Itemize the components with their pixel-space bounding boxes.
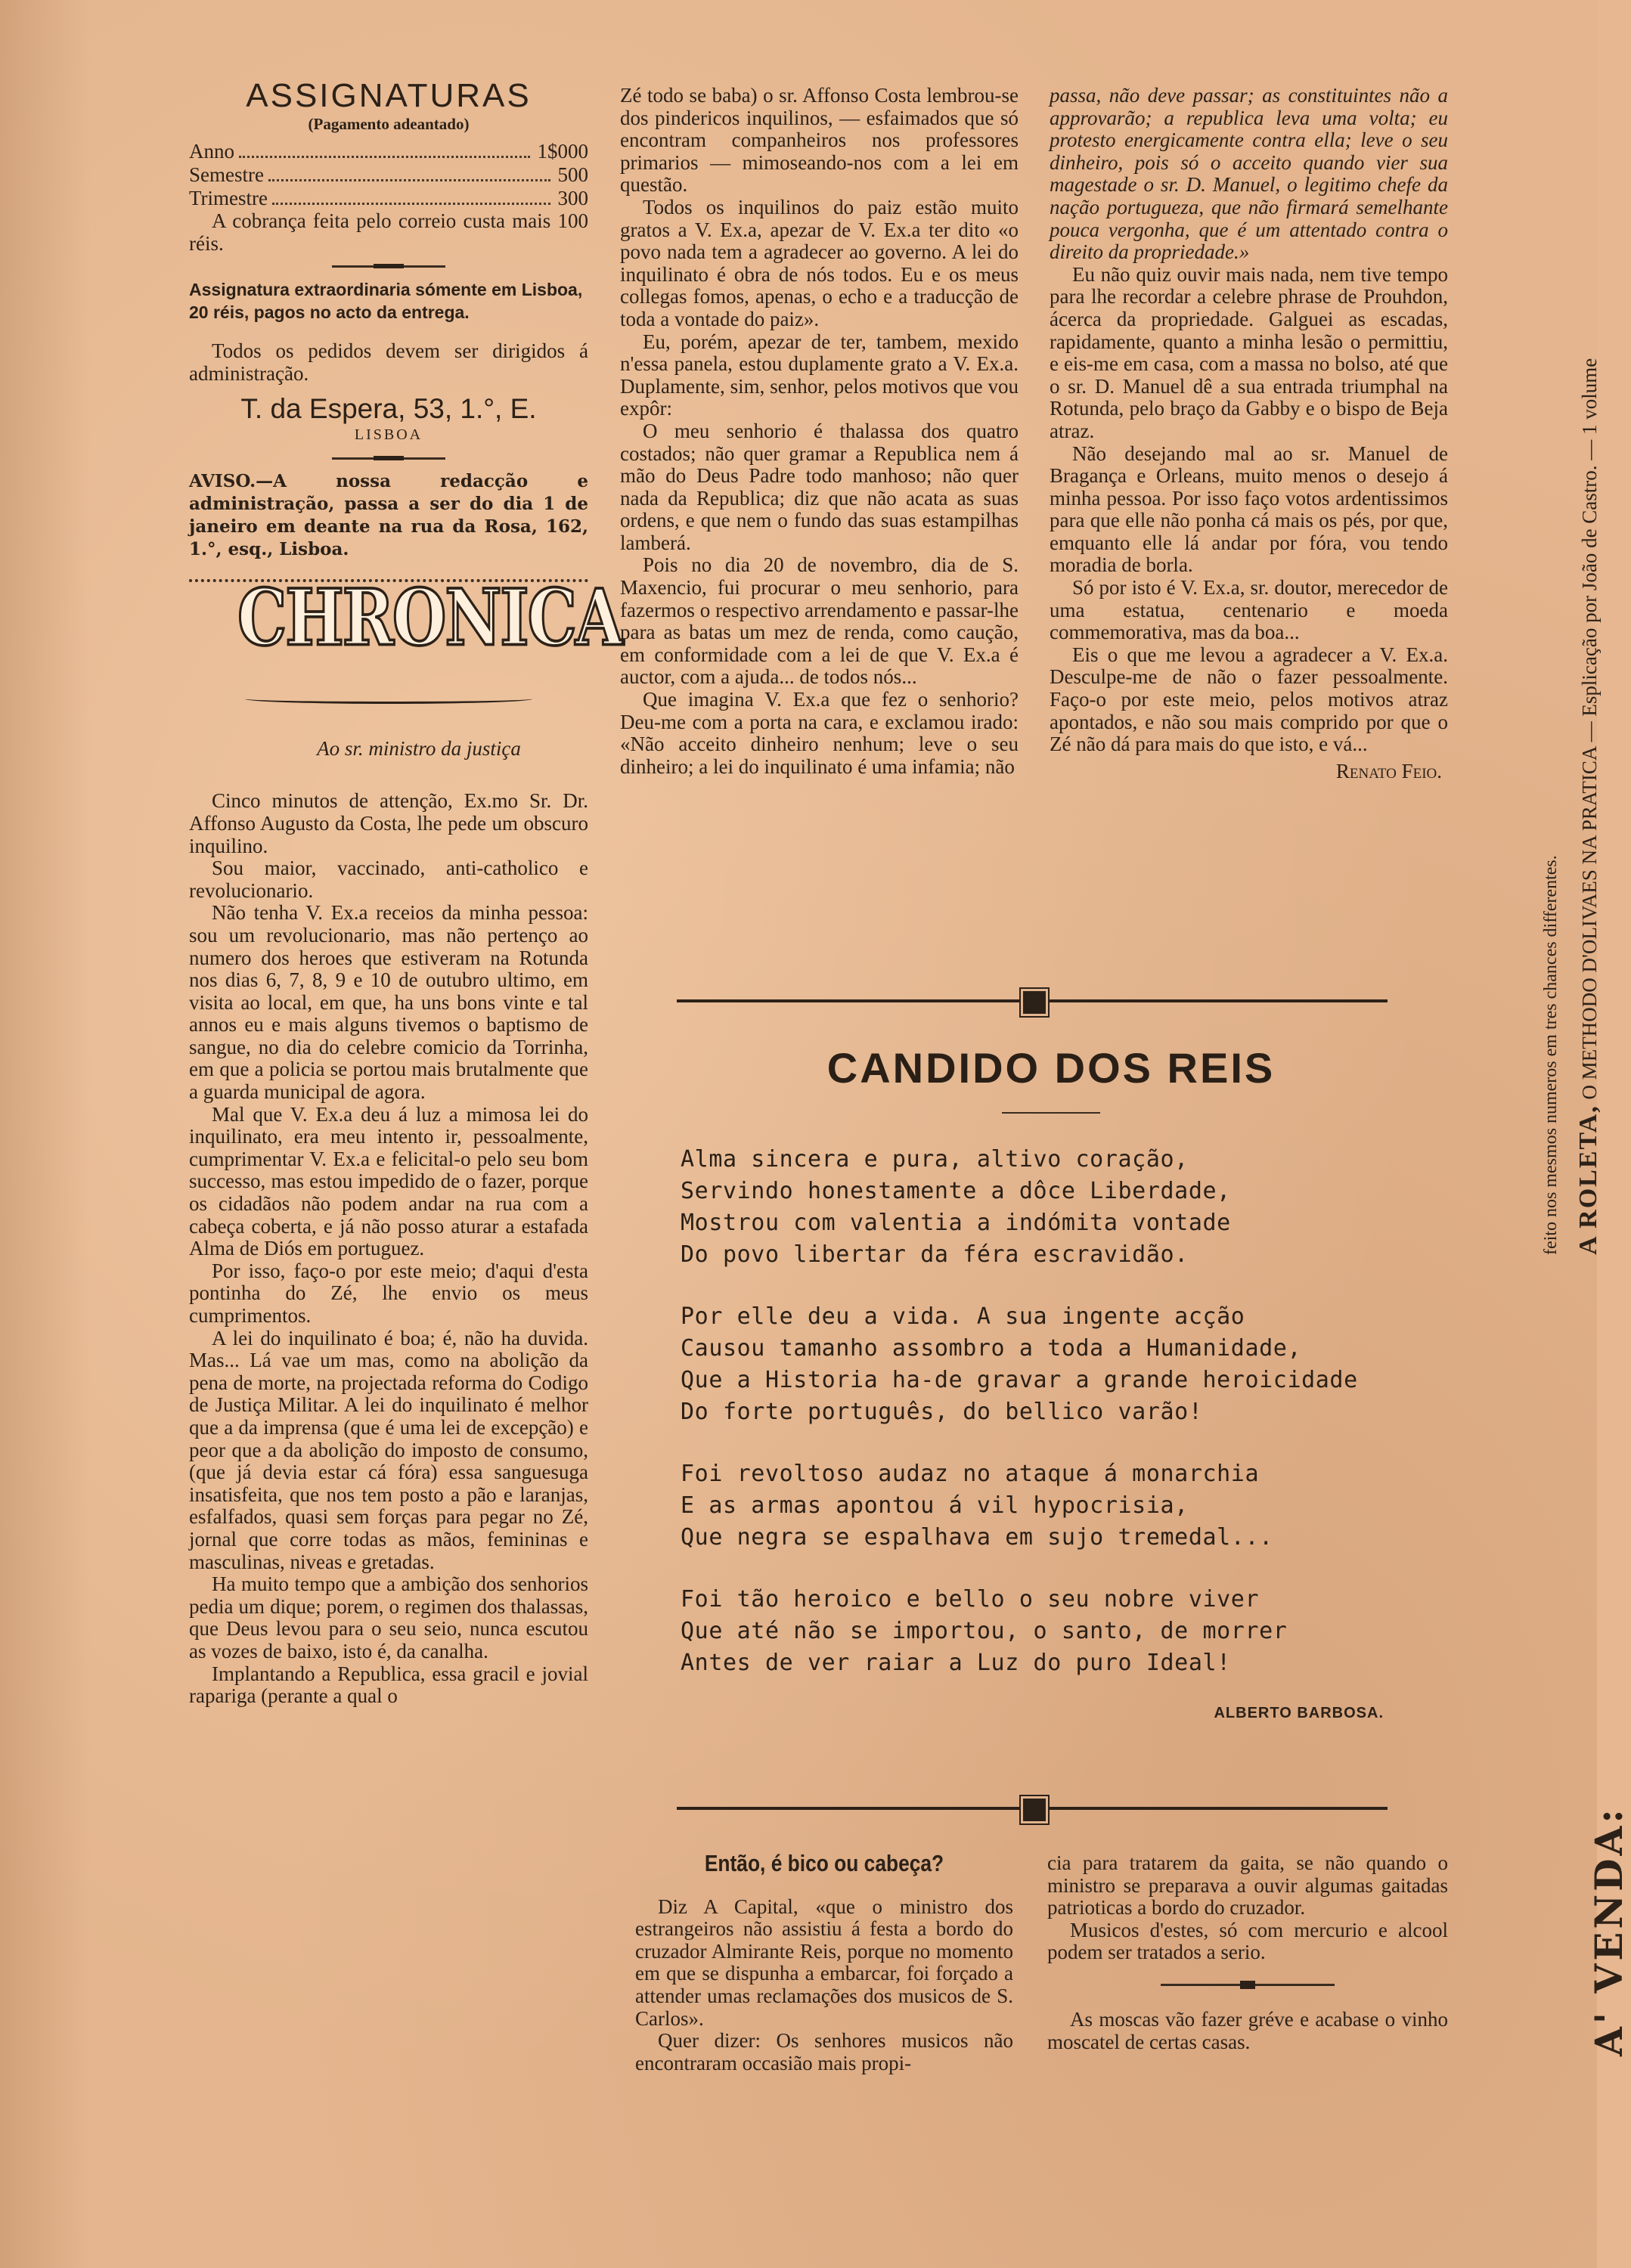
price-row [189, 140, 588, 163]
dedication: Ao sr. ministro da justiça [317, 736, 521, 760]
price-label: Trimestre [189, 187, 268, 210]
orders-note: Todos os pedidos devem ser dirigidos á administração. [189, 339, 588, 385]
stanza [681, 1584, 1422, 1679]
paragraph: Quer dizer: Os senhores musicos não encontraram occasião mais propi- [635, 2029, 1013, 2074]
paragraph: Todos os inquilinos do paiz estão muito gratos a V. Ex.a, apezar de V. Ex.a ter dito «o povo nada tem a agradecer ao governo. A lei do inquilinato é obra de nós todos. Eu e os meus collegas fomos, apenas, o echo e a traducção de toda a vontade do paiz». [620, 195, 1019, 330]
poem-title: CANDIDO DOS REIS [826, 1044, 1276, 1092]
verse: Do povo libertar da féra escravidão. [681, 1241, 1189, 1268]
city: LISBOA [354, 426, 423, 444]
price-list [189, 140, 588, 210]
paragraph: Não desejando mal ao sr. Manuel de Bragança e Orleans, muito menos o desejo á minha pessoa. Por isso faço votos ardentissimos para que elle não ponha cá mais os pés, por que, emquanto elle lá andar por fóra, vou tendo moradia de borla. [1050, 442, 1448, 577]
ornament-divider [677, 999, 1388, 1002]
verse: Mostrou com valentia a indómita vontade [681, 1210, 1231, 1236]
paragraph: Que imagina V. Ex.a que fez o senhorio? Deu-me com a porta na cara, e exclamou irado: «Não acceito dinheiro nenhum; leve o seu dinheiro; a lei do inquilinato é uma infamia; não [620, 688, 1019, 778]
verse: Que até não se importou, o santo, de morrer [681, 1618, 1288, 1644]
paragraph: Ha muito tempo que a ambição dos senhorios pedia um dique; porem, o regimen dos thalassas, que Deus levou para o seu seio, nunca escutou as vozes de baixo, isto é, da canalha. [189, 1572, 588, 1662]
paragraph: Não tenha V. Ex.a receios da minha pessoa: sou um revolucionario, mas não pertenço ao numero dos heroes que estiveram na Rotunda nos dias 6, 7, 8, 9 e 10 de outubro ultimo, em visita ao local, em que, ha uns bons vinte e tal annos eu e mais alguns tivemos o baptismo de sangue, no dia do celebre comicio da Torrinha, em que a policia se portou mais brutalmente que a guarda municipal de agora. [189, 901, 588, 1104]
paragraph: Musicos d'estes, só com mercurio e alcool podem ser tratados a serio. [1047, 1918, 1448, 1964]
postage-note: A cobrança feita pelo correio custa mais 100 réis. [189, 209, 588, 255]
page-edge-shadow [0, 0, 91, 2268]
right-column [1050, 85, 1448, 782]
stanza [681, 1144, 1422, 1271]
divider [1161, 1984, 1335, 1986]
paragraph: Implantando a Republica, essa gracil e jovial rapariga (perante a qual o [189, 1662, 588, 1708]
middle-column [620, 85, 1019, 778]
for-sale-heading: A' VENDA: [1586, 1806, 1631, 2056]
extraordinary-subscription: Assignatura extraordinaria sómente em Lisboa, 20 réis, pagos no acto da entrega. [189, 280, 583, 323]
signature: Renato Feio. [1335, 759, 1442, 782]
address: T. da Espera, 53, 1.°, E. [240, 392, 537, 424]
paragraph: Por isso, faço-o por este meio; d'aqui d'esta pontinha do Zé, lhe envio os meus cumprimentos. [189, 1259, 588, 1327]
paragraph: Eis o que me levou a agradecer a V. Ex.a. Desculpe-me de não o fazer pessoalmente. Faço-o por este meio, pelos motivos atraz apontados, e não sou mais comprido por que o Zé não dá para mais do que isto, e vá... [1050, 643, 1448, 756]
subscriptions-subtitle: (Pagamento adeantado) [308, 114, 470, 133]
verse: Servindo honestamente a dôce Liberdade, [681, 1178, 1231, 1204]
ornament-divider [677, 1807, 1388, 1810]
verse: Foi tão heroico e bello o seu nobre viver [681, 1586, 1260, 1613]
paragraph: cia para tratarem da gaita, se não quando o ministro se preparava a ouvir algumas gaitadas patrioticas a bordo do cruzador. [1047, 1851, 1448, 1919]
paragraph: Eu não quiz ouvir mais nada, nem tive tempo para lhe recordar a celebre phrase de Prouhdon, ácerca da propriedade. Galguei as escadas, rapidamente, quanto a minha lesão o permittiu, e eis-me em casa, com a massa no bolso, até que o sr. D. Manuel dê a sua entrada triumphal na Rotunda, pelo braço da Gabby e o bispo de Beja atraz. [1050, 262, 1448, 442]
verse: Que negra se espalhava em sujo tremedal... [681, 1524, 1273, 1551]
chronica-logo: CHRONICA [237, 605, 540, 711]
paragraph: Só por isto é V. Ex.a, sr. doutor, merecedor de uma estatua, centenario e moeda commemorativa, mas da boa... [1050, 576, 1448, 644]
verse: Do forte português, do bellico varão! [681, 1399, 1203, 1425]
stanza [681, 1458, 1422, 1554]
price-row [189, 163, 588, 187]
paragraph: passa, não deve passar; as constituintes não a approvarão; a republica leva uma volta; eu protesto energicamente contra ella; leve o seu dinheiro, pois só o acceito quando vier sua magestade o sr. D. Manuel, o legitimo chefe da nação portugueza, que não firmará semelhante pouca vergonha, que é um attentado contra o direito da propriedade.» [1050, 84, 1448, 264]
poem-author: ALBERTO BARBOSA. [1214, 1705, 1384, 1721]
left-column [189, 77, 622, 1708]
subscriptions-title: ASSIGNATURAS [246, 77, 532, 114]
divider [1002, 1112, 1100, 1114]
paragraph: Sou maior, vaccinado, anti-catholico e revolucionario. [189, 857, 588, 902]
paragraph: Cinco minutos de attenção, Ex.mo Sr. Dr. Affonso Augusto da Costa, lhe pede um obscuro inquilino. [189, 789, 588, 857]
bottom-middle-column [635, 1852, 1013, 2074]
paragraph: Zé todo se baba) o sr. Affonso Costa lembrou-se dos pindericos inquilinos, — esfaimados que só encontram companheiros nos professores primarios — mimoseando-nos com a lei em questão. [620, 84, 1019, 197]
verse: Foi revoltoso audaz no ataque á monarchia [681, 1461, 1260, 1487]
divider [332, 457, 445, 460]
article-title: Então, é bico ou cabeça? [704, 1850, 944, 1876]
side-note: feito nos mesmos numeros em tres chances differentes. [1541, 855, 1561, 1255]
paragraph: Pois no dia 20 de novembro, dia de S. Maxencio, fui procurar o meu senhorio, para fazermos o respectivo arrendamento e passar-lhe para as batas um mez de renda, como caução, em conformidade com a lei de que V. Ex.a é auctor, com a ajuda... de todos nós... [620, 553, 1019, 689]
verse: Por elle deu a vida. A sua ingente acção [681, 1303, 1245, 1330]
paragraph: Eu, porém, apezar de ter, tambem, mexido n'essa panela, estou duplamente grato a V. Ex.a. Duplamente, sim, senhor, pelos motivos que vou expôr: [620, 330, 1019, 420]
price-value: 500 [557, 163, 588, 187]
price-label: Anno [189, 140, 234, 163]
verse: Alma sincera e pura, altivo coração, [681, 1146, 1189, 1173]
paragraph: A lei do inquilinato é boa; é, não ha duvida. Mas... Lá vae um mas, como na abolição da pena de morte, na projectada reforma do Codigo de Justiça Militar. A lei do inquilinato é melhor que a da imprensa (que é uma lei de excepção) e peor que a da abolição do imposto de consumo, (que já devia estar cá fóra) essa sanguesuga insatisfeita, que nos tem posto a pão e laranjas, esfalfados, quasi sem forças para pegar no Zé, jornal que corre todas as mãos, femininas e masculinas, niveas e gretadas. [189, 1326, 588, 1573]
paragraph: O meu senhorio é thalassa dos quatro costados; não quer gramar a Republica nem á mão do Deus Padre todo manhoso; não quer nada da Republica; diz que não acata as suas ordens, e que nem o fundo das suas estampilhas lamberá. [620, 419, 1019, 554]
bottom-right-column [1047, 1852, 1448, 2053]
verse: E as armas apontou á vil hypocrisia, [681, 1492, 1189, 1519]
side-advert [1574, 358, 1603, 1255]
paragraph: As moscas vão fazer gréve e acabase o vinho moscatel de certas casas. [1047, 2007, 1448, 2053]
side-advert-text: O METHODO D'OLIVAES NA PRATICA — Esplicação por João de Castro. — 1 volume [1578, 358, 1601, 1105]
price-value: 300 [557, 187, 588, 210]
stanza [681, 1301, 1422, 1428]
poem [681, 1043, 1422, 1722]
verse: Antes de ver raiar a Luz do puro Ideal! [681, 1650, 1231, 1676]
divider [332, 265, 445, 268]
notice: AVISO.—A nossa redacção e administração, passa a ser do dia 1 de janeiro em deante na rua da Rosa, 162, 1.°, esq., Lisboa. [189, 470, 588, 559]
price-value: 1$000 [537, 140, 588, 163]
price-row [189, 187, 588, 210]
paragraph: Diz A Capital, «que o ministro dos estrangeiros não assistiu á festa a bordo do cruzador Almirante Reis, porque no momento em que se dispunha a embarcar, foi forçado a attender umas reclamações dos musicos de S. Carlos». [635, 1895, 1013, 2030]
verse: Que a Historia ha-de gravar a grande heroicidade [681, 1367, 1358, 1393]
price-label: Semestre [189, 163, 264, 187]
verse: Causou tamanho assombro a toda a Humanidade, [681, 1335, 1302, 1362]
side-advert-title: A ROLETA, [1574, 1105, 1602, 1255]
paragraph: Mal que V. Ex.a deu á luz a mimosa lei do inquilinato, era meu intento ir, pessoalmente, cumprimentar V. Ex.a e felicital-o pelo seu bom successo, mas estou impedido de o fazer, porque os cidadãos não podem andar na rua com a cabeça coberta, e já não posso aturar a estafada Alma de Diós em portuguez. [189, 1102, 588, 1260]
